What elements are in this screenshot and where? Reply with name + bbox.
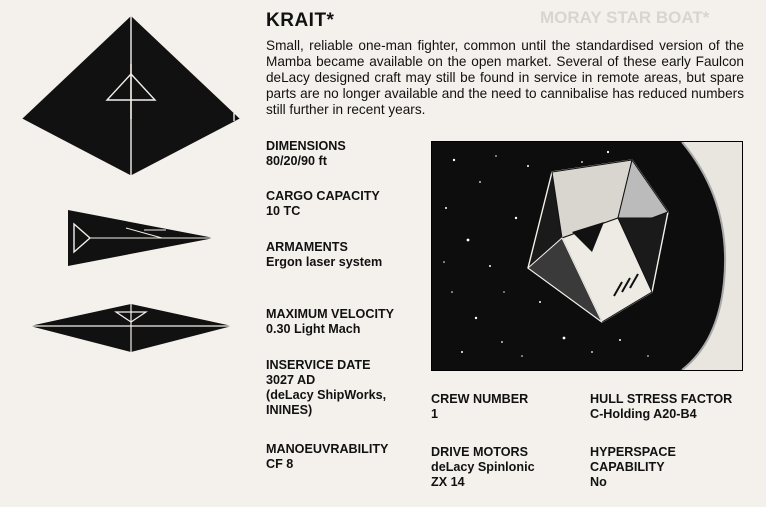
krait-in-space-icon (432, 142, 742, 370)
spec-value: CF 8 (266, 457, 294, 471)
spec-label: CREW NUMBER (431, 392, 529, 406)
spec-velocity (266, 307, 394, 337)
spec-value: 1 (431, 407, 439, 421)
spec-label: DRIVE MOTORS (431, 445, 529, 459)
spec-label: MANOEUVRABILITY (266, 442, 389, 456)
spec-inservice-date (266, 358, 386, 418)
krait-illustration (431, 141, 743, 371)
spec-dimensions (266, 139, 346, 169)
spec-label: HYPERSPACE CAPABILITY (590, 445, 676, 474)
spec-label: DIMENSIONS (266, 139, 346, 153)
krait-side-view-icon (66, 208, 216, 268)
spec-hyperspace (590, 445, 676, 490)
spec-value: 10 TC (266, 204, 301, 218)
ship-description: Small, reliable one-man fighter, common until the standardised version of the Mamba became available on the open market. Several of these early Faulcon deLacy designed craft may still be found in service in remote areas, but spare parts are no longer available and the need to cannibalise has reduced numbers still further in recent years. (266, 38, 744, 117)
ship-title: KRAIT* (266, 10, 335, 31)
background-bleed-title: MORAY STAR BOAT* (540, 8, 710, 27)
spec-label: CARGO CAPACITY (266, 189, 380, 203)
krait-front-view-icon (28, 302, 234, 354)
spec-armaments (266, 240, 382, 270)
spec-hull-stress (590, 392, 732, 422)
spec-cargo (266, 189, 380, 219)
spec-crew (431, 392, 528, 422)
spec-value: 80/20/90 ft (266, 154, 327, 168)
spec-label: MAXIMUM VELOCITY (266, 307, 395, 321)
spec-label: INSERVICE DATE (266, 358, 371, 372)
krait-top-view-icon (20, 14, 242, 180)
spec-value: No (590, 475, 607, 489)
spec-value: deLacy Spinlonic ZX 14 (431, 460, 535, 489)
spec-label: ARMAMENTS (266, 240, 348, 254)
spec-value: Ergon laser system (266, 255, 383, 269)
spec-label: HULL STRESS FACTOR (590, 392, 733, 406)
spec-value: 0.30 Light Mach (266, 322, 361, 336)
spec-manoeuvrability (266, 442, 388, 472)
spec-value: C-Holding A20-B4 (590, 407, 697, 421)
spec-value: 3027 AD (deLacy ShipWorks, ININES) (266, 373, 387, 417)
ship-views (0, 0, 250, 507)
spec-drive-motors (431, 445, 535, 490)
